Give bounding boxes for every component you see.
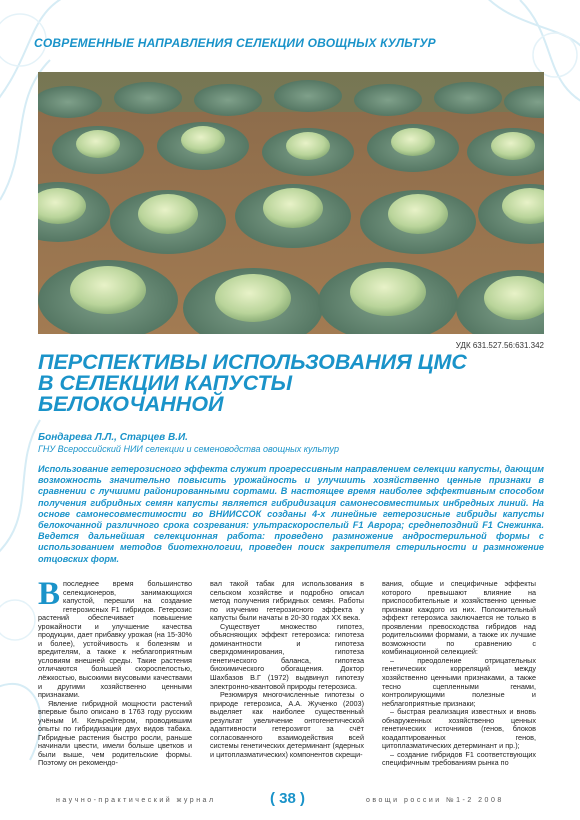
body-paragraph: Явление гибридной мощности растений впервые было описано в 1763 году русским учёным И. Кельрейтером, проводившим опыты по гибридизации двух видов табака. Гибридные растения быстро росли, раньше начинали цвести, имели больше цветков и были выше, чем родительские формы. Поэтому он рекомендо-: [38, 698, 192, 768]
body-columns: [38, 576, 548, 778]
footer-magazine-label: овощи россии №1-2 2008: [366, 797, 504, 804]
body-paragraph: Существует множество гипотез, объясняющих эффект гетерозиса: гипотеза доминантности и гипотеза сверхдоминирования, гипотеза генетического баланса, гипотеза биохимического обогащения. Доктор Шахбазов В.Г (1972) выдвинул гипотезу электронно-квантовой природы гетерозиса.: [210, 621, 364, 691]
article-abstract: Использование гетерозисного эффекта служит прогрессивным направлением селекции капусты, дающим возможность значительно повысить урожайность и улучшить хозяйственно ценные признаки в сравнении с лучшими районированными сортами. В настоящее время наиболее эффективным способом получения гибридных семян капусты является гибридизация самонесовместимых инбредных линий. На основе самонесовместимости во ВНИИССОК созданы 4-х линейные гетерозисные гибриды капусты белокочанной различного срока созревания: ультраскороспелый F1 Аврора; среднепоздний F1 Снежинка. Ведется дальнейшая селекционная работа: проведено размножение андростерильной формы с использованием методов биотехнологии, проведен поиск закрепителя стерильности и размножение отцовских форм.: [38, 464, 544, 564]
drop-cap: В: [38, 576, 61, 612]
body-paragraph: вания, общие и специфичные эффекты которого превышают влияние на приспособительные и хозяйственно ценные признаки каждого из них. Положительный эффект гетерозиса заключается не только в проявлении превосходства гибридов над родительскими формами, а также их лучшие возможности по сравнению с комбинационной селекцией:: [382, 579, 536, 657]
body-paragraph: Резюмируя многочисленные гипотезы о природе гетерозиса, А.А. Жученко (2003) выделяет как наиболее существенный результат увеличение онтогенетической адаптивности гетерозигот за счёт согласованного взаимодействия всей системы генетических детерминант (ядерных и цитоплазматических) компонентов скрещи-: [210, 690, 364, 759]
list-item: – быстрая реализация известных и вновь обнаруженных хозяйственно ценных генетических источников (генов, блоков коадаптированных генов, цитоплазматических детерминант и пр.);: [382, 707, 536, 751]
body-paragraph: вал такой табак для использования в сельском хозяйстве и подробно описал метод получения гибридных семян. Работы по изучению гетерозисного эффекта у капусты были начаты в 20-30 годах XX века.: [210, 579, 364, 623]
list-item: – преодоление отрицательных генетических корреляций между хозяйственно ценными признаками, а также тесно сцепленными генами, контролирующими полезные и неблагоприятные признаки;: [382, 655, 536, 708]
footer-journal-label: научно-практический журнал: [56, 797, 216, 804]
list-item: – создание гибридов F1 соответствующих специфичным требованиям рынка по: [382, 749, 536, 768]
section-header: СОВРЕМЕННЫЕ НАПРАВЛЕНИЯ СЕЛЕКЦИИ ОВОЩНЫХ КУЛЬТУР: [34, 36, 436, 50]
body-column-3: [382, 580, 536, 768]
article-authors: Бондарева Л.Л., Старцев В.И.: [38, 432, 188, 443]
body-column-1: [38, 576, 192, 768]
udk-code: УДК 631.527.56:631.342: [455, 341, 544, 350]
article-title: ПЕРСПЕКТИВЫ ИСПОЛЬЗОВАНИЯ ЦМС В СЕЛЕКЦИИ КАПУСТЫ БЕЛОКОЧАННОЙ: [38, 350, 467, 416]
body-column-2: [210, 580, 364, 759]
cabbage-field-photo: [38, 72, 544, 334]
body-paragraph: последнее время большинство селекционеров, занимающихся капустой, перешли на создание гетерозисных F1 гибридов. Гетерозис растений обеспечивает повышение урожайности и улучшение качества продукции, дает прибавку урожая (на 15-30% и более), устойчивость к болезням и вредителям, а также к неблагоприятным условиям внешней среды. Такие растения отличаются большей скороспелостью, лёжкостью, высокими вкусовыми качествами и другими хозяйственно ценными признаками.: [38, 579, 192, 700]
page-number: ( 38 ): [270, 790, 306, 807]
author-affiliation: ГНУ Всероссийский НИИ селекции и семеноводства овощных культур: [38, 444, 340, 454]
